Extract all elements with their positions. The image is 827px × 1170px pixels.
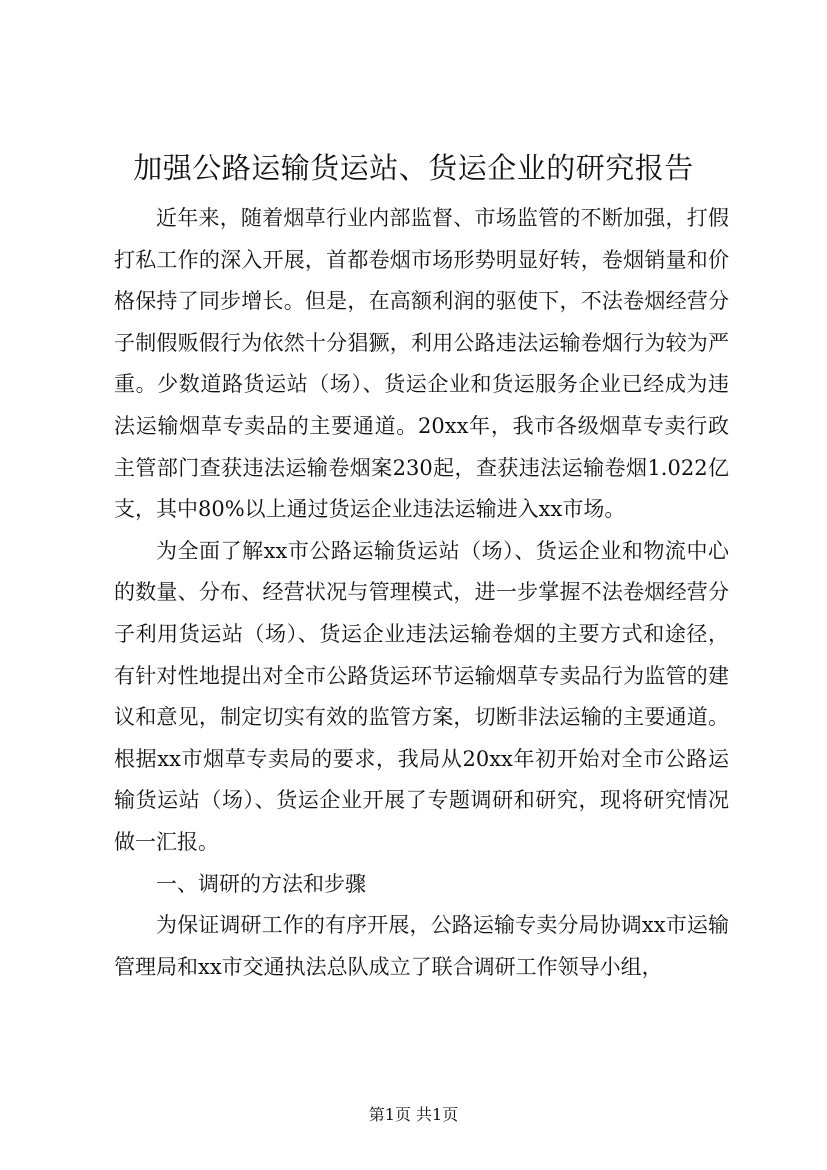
- paragraph-intro: 近年来，随着烟草行业内部监督、市场监管的不断加强，打假打私工作的深入开展，首都卷烟市场形势明显好转，卷烟销量和价格保持了同步增长。但是，在高额利润的驱使下，不法卷烟经营分子制假贩假行为依然十分猖獗，利用公路违法运输卷烟行为较为严重。少数道路货运站（场）、货运企业和货运服务企业已经成为违法运输烟草专卖品的主要通道。20xx年，我市各级烟草专卖行政主管部门查获违法运输卷烟案230起，查获违法运输卷烟1.022亿支，其中80%以上通过货运企业违法运输进入xx市场。: [114, 206, 729, 522]
- page-footer: 第1页 共1页: [368, 1105, 459, 1124]
- document-title: 加强公路运输货运站、货运企业的研究报告: [133, 151, 694, 185]
- section-heading: 一、调研的方法和步骤: [156, 871, 366, 896]
- paragraph-purpose: 为全面了解xx市公路运输货运站（场）、货运企业和物流中心的数量、分布、经营状况与管理模式，进一步掌握不法卷烟经营分子利用货运站（场）、货运企业违法运输卷烟的主要方式和途径，有针对性地提出对全市公路货运环节运输烟草专卖品行为监管的建议和意见，制定切实有效的监管方案，切断非法运输的主要通道。根据xx市烟草专卖局的要求，我局从20xx年初开始对全市公路运输货运站（场）、货运企业开展了专题调研和研究，现将研究情况做一汇报。: [114, 538, 729, 854]
- document-body: [114, 198, 729, 988]
- paragraph-method: 为保证调研工作的有序开展，公路运输专卖分局协调xx市运输管理局和xx市交通执法总队成立了联合调研工作领导小组，: [114, 913, 729, 979]
